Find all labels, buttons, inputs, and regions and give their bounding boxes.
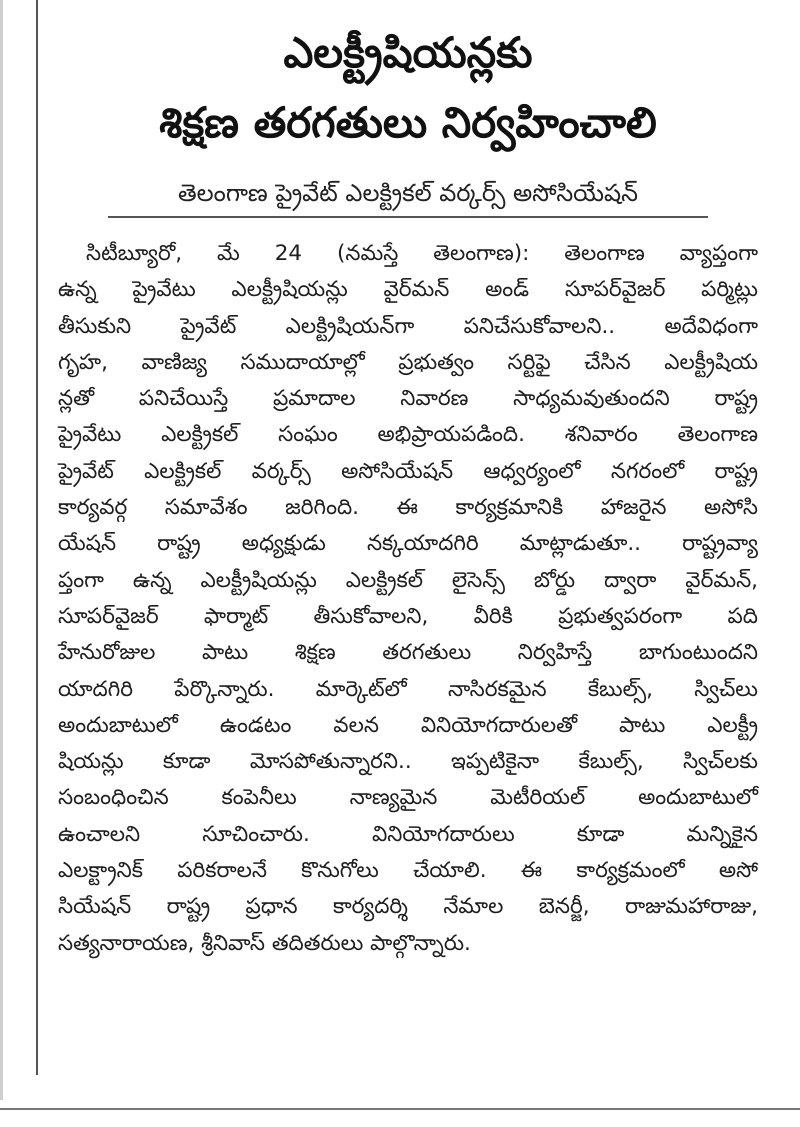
headline-line-2: శిక్షణ తరగతులు నిర్వహించాలి	[159, 98, 657, 147]
body-line: ప్తంగా ఉన్న ఎలక్ట్రీషియన్లు ఎలక్ట్రికల్ లైసెన్స్ బోర్డు ద్వారా వైర్‌మన్,	[58, 567, 758, 593]
body-line: ఎలక్ట్రానిక్ పరికరాలనే కొనుగోలు చేయాలి. ఈ కార్యక్రమంలో అసో	[58, 858, 758, 884]
body-line: న్లతో పనిచేయిస్తే ప్రమాదాల నివారణ సాధ్యమవుతుందని రాష్ట్ర	[58, 386, 758, 412]
news-article	[58, 18, 758, 962]
headline-line-1: ఎలక్ట్రీషియన్లకు	[283, 28, 533, 77]
page-left-edge	[0, 0, 3, 1100]
body-line: సిటీబ్యూరో, మే 24 (నమస్తే తెలంగాణ): తెలంగాణ వ్యాప్తంగా	[86, 241, 758, 266]
body-line: యాదగిరి పేర్కొన్నారు. మార్కెట్‌లో నాసిరకమైన కేబుల్స్, స్విచ్‌లు	[58, 676, 758, 702]
body-line: సత్యనారాయణ, శ్రీనివాస్ తదితరులు పాల్గొన్నారు.	[58, 930, 471, 956]
body-line: గృహ, వాణిజ్య సముదాయాల్లో ప్రభుత్వం సర్టిఫై చేసిన ఎలక్ట్రీషియ	[58, 349, 758, 375]
body-line: అందుబాటులో ఉండటం వలన వినియోగదారులతో పాటు ఎలక్ట్రీ	[58, 712, 758, 738]
article-body	[58, 236, 758, 962]
body-line: యేషన్ రాష్ట్ర అధ్యక్షుడు నక్కయాదగిరి మాట్లాడుతూ.. రాష్ట్రవ్యా	[58, 531, 758, 557]
body-line: సంబంధించిన కంపెనీలు నాణ్యమైన మెటీరియల్ అందుబాటులో	[58, 785, 758, 811]
body-line: ఉన్న ప్రైవేటు ఎలక్ట్రీషియన్లు వైర్‌మన్ అండ్ సూపర్‌వైజర్ పర్మిట్లు	[58, 277, 758, 303]
body-line: కార్యవర్గ సమావేశం జరిగింది. ఈ కార్యక్రమానికి హాజరైన అసోసి	[58, 495, 758, 521]
subheadline: తెలంగాణ ప్రైవేట్ ఎలక్ట్రికల్ వర్కర్స్ అసోసియేషన్	[108, 176, 708, 218]
body-line: ప్రైవేటు ఎలక్ట్రికల్ సంఘం అభిప్రాయపడింది. శనివారం తెలంగాణ	[58, 422, 758, 448]
body-line: ప్రైవేట్ ఎలక్ట్రికల్ వర్కర్స్ అసోసియేషన్ ఆధ్వర్యంలో నగరంలో రాష్ట్ర	[58, 458, 758, 484]
body-line: తీసుకుని ప్రైవేట్ ఎలక్ట్రిషియన్‌గా పనిచేసుకోవాలని.. అదేవిధంగా	[58, 313, 758, 339]
body-line: షియన్లు కూడా మోసపోతున్నారని.. ఇప్పటికైనా కేబుల్స్, స్విచ్‌లకు	[58, 749, 758, 775]
column-divider-rule	[36, 0, 38, 1075]
body-line: ఉంచాలని సూచించారు. వినియోగదారులు కూడా మన్నికైన	[58, 821, 758, 847]
body-line: హేనురోజుల పాటు శిక్షణ తరగతులు నిర్వహిస్తే బాగుంటుందని	[58, 640, 758, 666]
bottom-border-rule	[0, 1108, 800, 1110]
body-line: సియేషన్ రాష్ట్ర ప్రధాన కార్యదర్శి నేమాల బెనర్జీ, రాజుమహారాజు,	[58, 894, 758, 920]
headline	[58, 18, 758, 158]
body-line: సూపర్‌వైజర్ ఫార్మాట్ తీసుకోవాలని, వీరికి ప్రభుత్వపరంగా పది	[58, 603, 758, 629]
